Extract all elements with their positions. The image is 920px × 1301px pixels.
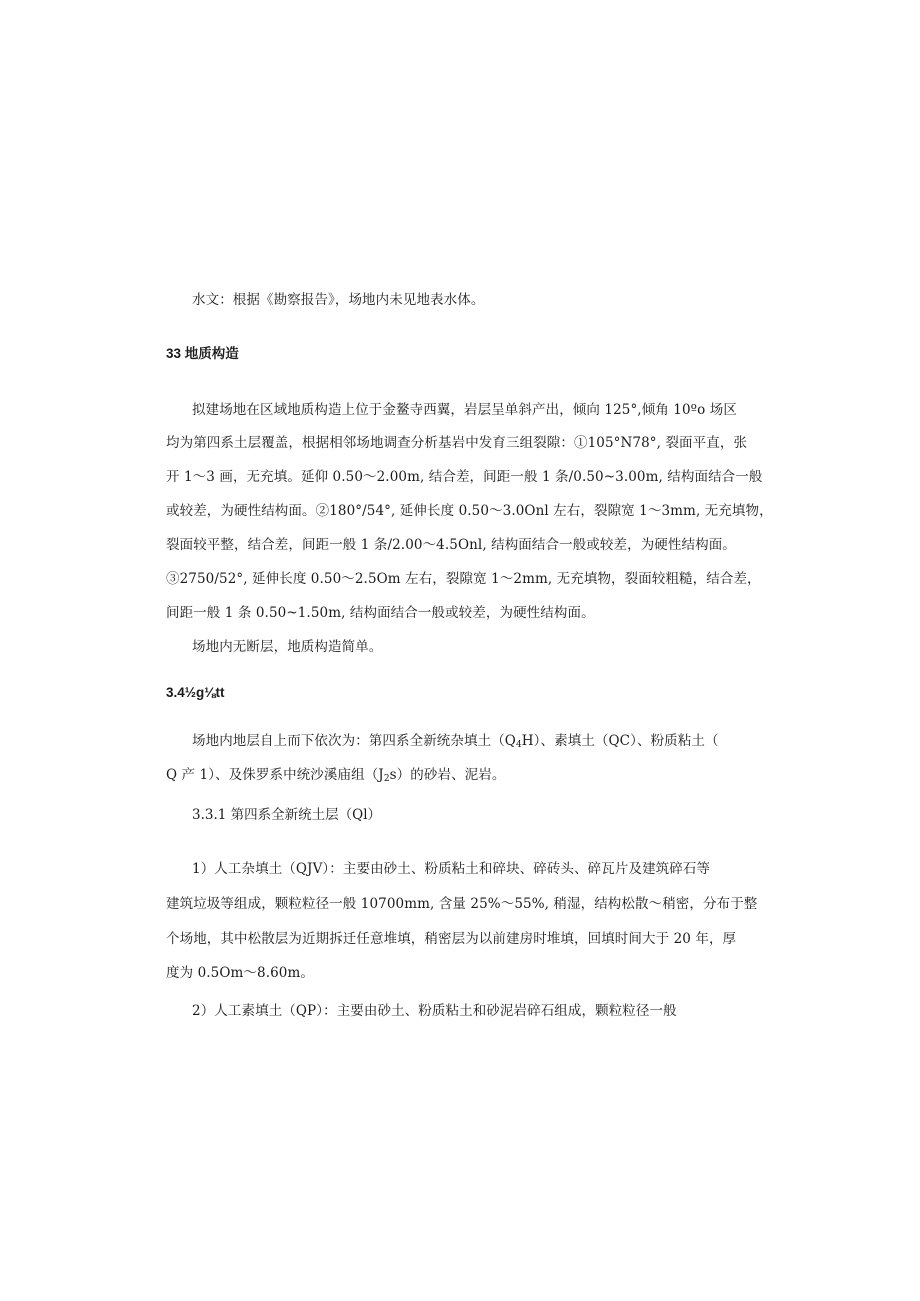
paragraph-line: 裂面较平整，结合差，间距一般 1 条/2.00～4.5Onl, 结构面结合一般或较差，为硬性结构面。 — [166, 537, 736, 553]
summary-paragraph: 场地内无断层，地质构造简单。 — [192, 639, 383, 655]
text-run: Q 产 1）、及侏罗系中统沙溪庙组（J — [166, 767, 384, 783]
paragraph-line: 个场地，其中松散层为近期拆迁任意堆填，稍密层为以前建房时堆填，回填时间大于 20 年，厚 — [166, 931, 737, 947]
paragraph-line — [166, 765, 726, 789]
hydrology-paragraph: 水文：根据《勘察报告》，场地内未见地表水体。 — [192, 292, 485, 308]
paragraph-line: 或较差，为硬性结构面。②180°/54°, 延伸长度 0.50～3.0Onl 左右，裂隙宽 1～3mm, 无充填物， — [166, 503, 773, 519]
paragraph-line: 度为 0.5Om～8.60m。 — [166, 965, 314, 981]
text-run: s）的砂岩、泥岩。 — [389, 767, 506, 783]
paragraph-line: 均为第四系土层覆盖，根据相邻场地调查分析基岩中发育三组裂隙：①105°N78°, 裂面平直，张 — [166, 435, 748, 451]
subsection-heading-3-3-1: 3.3.1 第四系全新统土层（Ql） — [192, 807, 382, 823]
paragraph-line — [192, 731, 726, 755]
section-heading-3-4: 3.4½g⅛tt — [166, 685, 225, 700]
paragraph-line: 开 1～3 画，无充填。延仰 0.50～2.00m, 结合差，间距一般 1 条/0.50~3.00m, 结构面结合一般 — [166, 469, 763, 485]
text-run: H）、素填土（QC）、粉质粘土（ — [521, 733, 719, 749]
paragraph-line: 2）人工素填土（QP）：主要由砂土、粉质粘土和砂泥岩碎石组成，颗粒粒径一般 — [192, 1003, 677, 1019]
subscript: 2 — [383, 774, 390, 784]
paragraph-line: 建筑垃圾等组成，颗粒粒径一般 10700mm, 含量 25%～55%, 稍湿，结构松散～稍密，分布于整 — [166, 896, 758, 912]
paragraph-line: 1）人工杂填土（QJV）：主要由砂土、粉质粘土和碎块、碎砖头、碎瓦片及建筑碎石等 — [192, 861, 711, 877]
text-run: 场地内地层自上而下依次为：第四系全新统杂填土（Q — [192, 733, 516, 749]
subscript: 4 — [515, 740, 522, 750]
paragraph-line: 间距一般 1 条 0.50~1.50m, 结构面结合一般或较差，为硬性结构面。 — [166, 605, 595, 621]
section-heading-3-3: 33 地质构造 — [166, 346, 239, 361]
paragraph-line: ③2750/52°, 延伸长度 0.50～2.5Om 左右，裂隙宽 1～2mm, 无充填物，裂面较粗糙，结合差， — [166, 571, 761, 587]
paragraph-line: 拟建场地在区域地质构造上位于金鳌寺西翼，岩层呈单斜产出，倾向 125°,倾角 10ºo 场区 — [192, 402, 737, 418]
